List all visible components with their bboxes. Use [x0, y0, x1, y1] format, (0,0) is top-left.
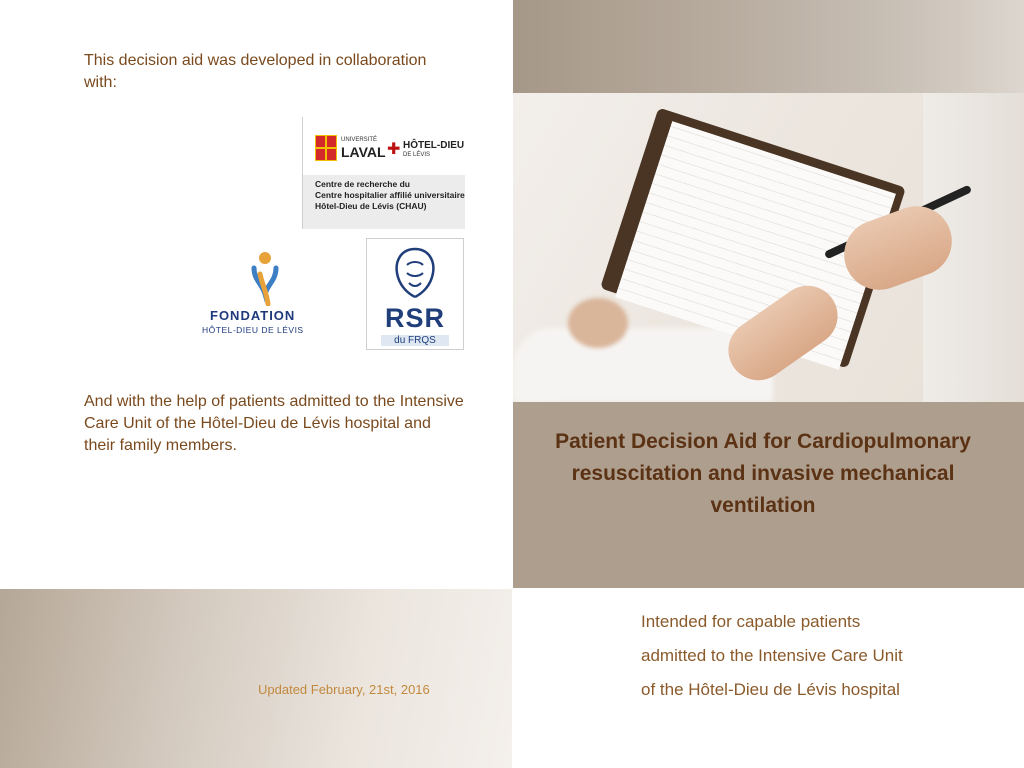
rsr-sub-label: du FRQS: [381, 335, 449, 346]
fondation-logo: [190, 250, 340, 340]
laval-crest-icon: [315, 135, 337, 161]
fondation-figure-icon: [248, 250, 282, 306]
rsr-frqs-logo: [366, 238, 464, 350]
laval-universite-label: UNIVERSITÉ: [341, 137, 378, 143]
intended-audience-text: [641, 605, 1001, 707]
chau-line-2: Centre hospitalier affilié universitaire: [315, 190, 465, 200]
chau-line-1: Centre de recherche du: [315, 179, 410, 189]
title-panel: [513, 402, 1024, 588]
document-title: Patient Decision Aid for Cardiopulmonary resuscitation and invasive mechanical ventilation: [555, 430, 971, 517]
laval-hoteldieu-logo-row: [303, 117, 465, 175]
updated-date-text: Updated February, 21st, 2016: [258, 682, 430, 697]
clinician-clipboard-photo: [513, 93, 1024, 402]
laval-name-label: LAVAL: [341, 144, 386, 160]
chau-line-3: Hôtel-Dieu de Lévis (CHAU): [315, 201, 427, 211]
collaboration-panel: [0, 0, 512, 589]
fondation-sub-label: HÔTEL-DIEU DE LÉVIS: [202, 325, 304, 335]
hotel-dieu-sub-label: DE LÉVIS: [403, 152, 431, 158]
rsr-lungs-head-icon: [385, 243, 445, 303]
bottom-left-panel: [0, 589, 512, 768]
collaboration-intro-text: This decision aid was developed in collaboration with:: [84, 52, 427, 91]
audience-line-1: Intended for capable patients: [641, 612, 861, 631]
audience-panel: [513, 589, 1024, 768]
laval-chau-logo: [302, 117, 465, 229]
chau-research-centre-label: [303, 175, 465, 229]
hotel-dieu-name-label: HÔTEL-DIEU: [403, 140, 465, 151]
photo-patient-head: [568, 298, 628, 348]
rsr-name-label: RSR: [384, 303, 445, 333]
top-decorative-band: [513, 0, 1024, 93]
audience-line-3: of the Hôtel-Dieu de Lévis hospital: [641, 680, 900, 699]
audience-line-2: admitted to the Intensive Care Unit: [641, 646, 903, 665]
patient-help-text: And with the help of patients admitted to the Intensive Care Unit of the Hôtel-Dieu de Lévis hospital and their family members.: [84, 393, 464, 454]
hotel-dieu-cross-icon: ✚: [387, 141, 401, 158]
fondation-name-label: FONDATION: [210, 308, 296, 323]
